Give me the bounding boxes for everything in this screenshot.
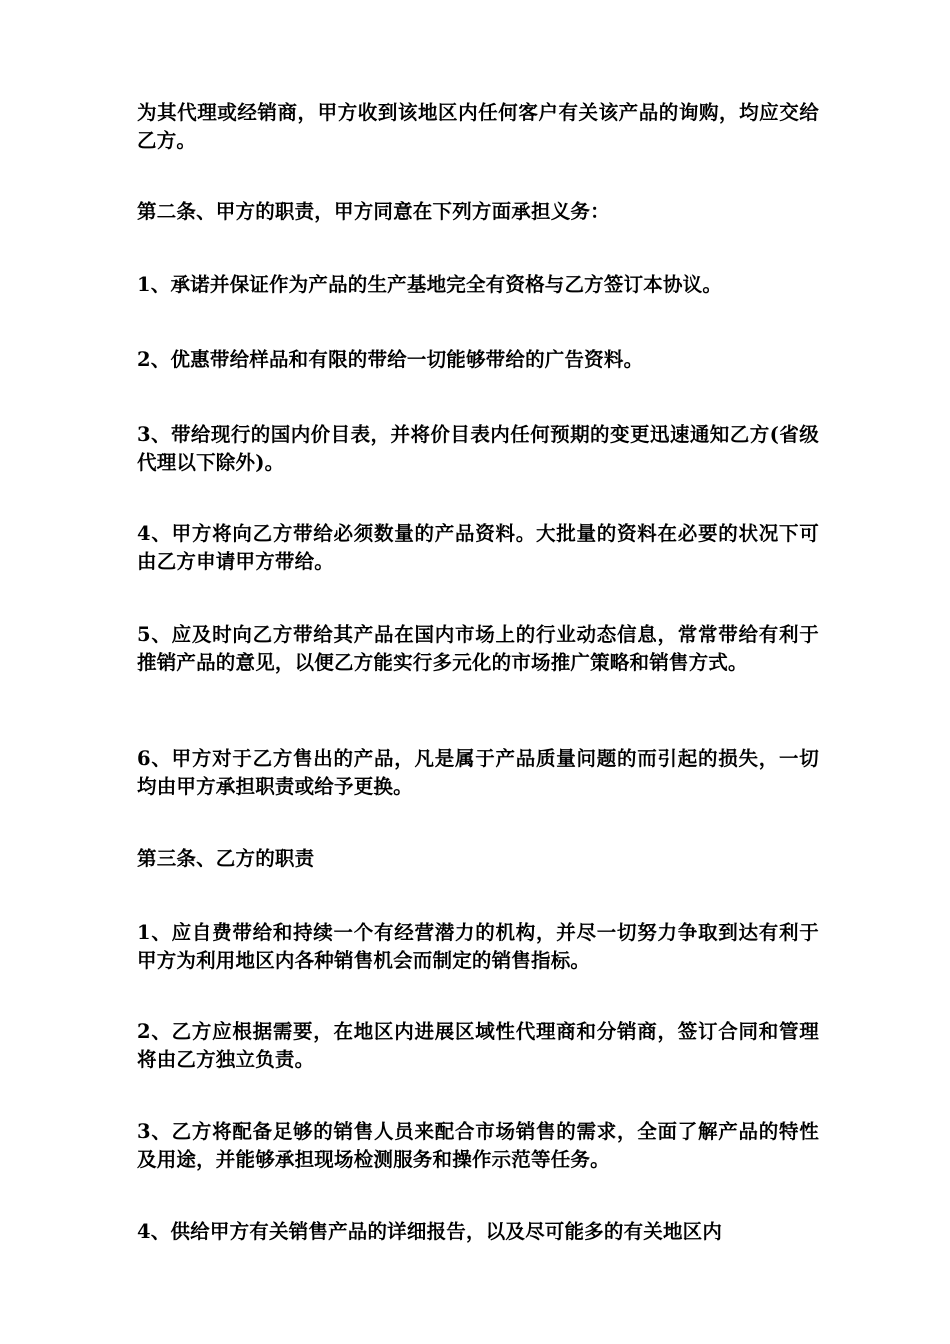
article-three-item-2: 2、乙方应根据需要，在地区内进展区域性代理商和分销商，签订合同和管理将由乙方独立负责。 <box>137 1020 819 1071</box>
article-two-heading: 第二条、甲方的职责，甲方同意在下列方面承担义务： <box>137 200 610 223</box>
article-two-item-6: 6、甲方对于乙方售出的产品，凡是属于产品质量问题的而引起的损失，一切均由甲方承担职责或给予更换。 <box>137 747 819 798</box>
article-three-heading: 第三条、乙方的职责 <box>137 847 315 870</box>
article-two-item-4: 4、甲方将向乙方带给必须数量的产品资料。大批量的资料在必要的状况下可由乙方申请甲方带给。 <box>137 522 819 573</box>
article-two-item-5: 5、应及时向乙方带给其产品在国内市场上的行业动态信息，常常带给有利于推销产品的意见，以便乙方能实行多元化的市场推广策略和销售方式。 <box>137 623 819 674</box>
article-three-item-3: 3、乙方将配备足够的销售人员来配合市场销售的需求，全面了解产品的特性及用途，并能够承担现场检测服务和操作示范等任务。 <box>137 1120 819 1171</box>
paragraph-continuation: 为其代理或经销商，甲方收到该地区内任何客户有关该产品的询购，均应交给乙方。 <box>137 101 819 152</box>
article-two-item-1: 1、承诺并保证作为产品的生产基地完全有资格与乙方签订本协议。 <box>137 273 723 296</box>
article-three-item-4: 4、供给甲方有关销售产品的详细报告，以及尽可能多的有关地区内 <box>137 1220 723 1243</box>
article-two-item-3: 3、带给现行的国内价目表，并将价目表内任何预期的变更迅速通知乙方(省级代理以下除外)。 <box>137 423 819 474</box>
article-three-item-1: 1、应自费带给和持续一个有经营潜力的机构，并尽一切努力争取到达有利于甲方为利用地区内各种销售机会而制定的销售指标。 <box>137 921 819 972</box>
article-two-item-2: 2、优惠带给样品和有限的带给一切能够带给的广告资料。 <box>137 348 644 371</box>
